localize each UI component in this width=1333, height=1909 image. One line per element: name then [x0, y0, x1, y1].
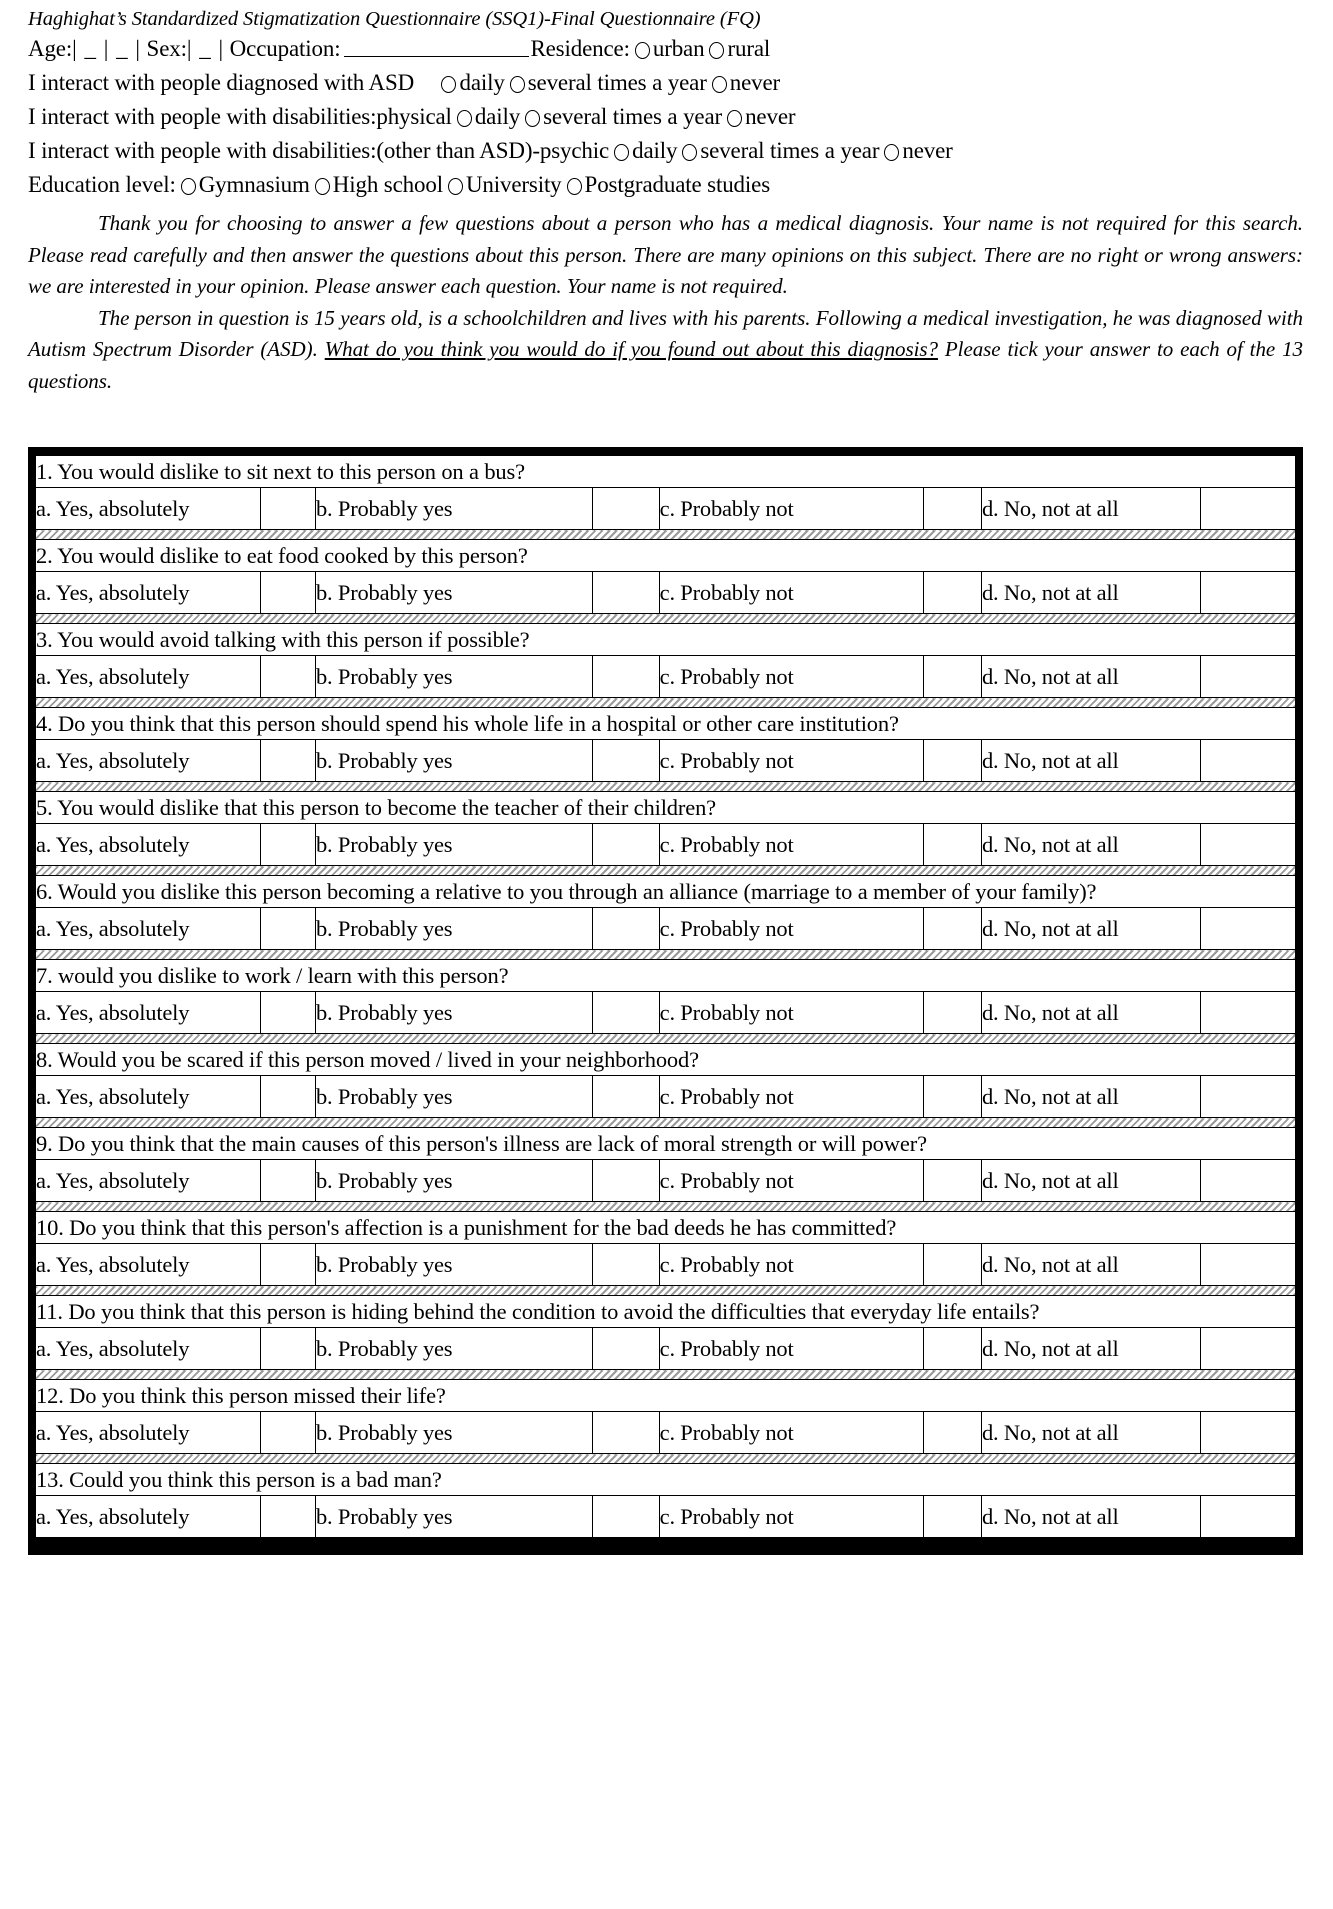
interaction-option-psychic-never: never [902, 138, 953, 163]
interaction-row-asd [28, 66, 1303, 100]
answer-row [36, 1496, 1295, 1538]
question-separator-cell [36, 950, 1295, 960]
intro-paragraph-2-before: The person in question is 15 years old, is a schoolchildren and lives with his parents. Following a medical investigation, he was diagnosed with Autism Spectrum Disorder (ASD). [28, 305, 1303, 361]
tick-box-b[interactable] [592, 908, 659, 950]
interaction-prompt-physical: I interact with people with disabilities:physical [28, 104, 452, 129]
tick-box-b[interactable] [592, 1328, 659, 1370]
answer-row [36, 740, 1295, 782]
answer-row [36, 1244, 1295, 1286]
tick-box-c[interactable] [924, 572, 982, 614]
answer-label-d: d. No, not at all [981, 1496, 1200, 1538]
interaction-option-physical-daily: daily [474, 104, 521, 129]
tick-box-b[interactable] [592, 824, 659, 866]
question-separator [36, 698, 1295, 708]
radio-psychic-never[interactable] [884, 144, 899, 161]
question-separator [36, 1370, 1295, 1380]
interaction-option-psychic-daily: daily [632, 138, 678, 163]
answer-label-a: a. Yes, absolutely [36, 1076, 260, 1118]
radio-physical-daily[interactable] [457, 110, 472, 127]
tick-box-a[interactable] [260, 1160, 315, 1202]
tick-box-b[interactable] [592, 1076, 659, 1118]
tick-box-d[interactable] [1201, 1328, 1295, 1370]
answer-label-c: c. Probably not [659, 656, 923, 698]
answer-label-c: c. Probably not [659, 1328, 923, 1370]
answer-row [36, 656, 1295, 698]
question-separator [36, 614, 1295, 624]
tick-box-c[interactable] [924, 1076, 982, 1118]
question-text: 10. Do you think that this person's affection is a punishment for the bad deeds he has committed? [36, 1212, 1295, 1244]
questionnaire-table-frame [28, 447, 1303, 1555]
radio-physical-never[interactable] [727, 110, 742, 127]
question-separator [36, 950, 1295, 960]
answer-label-d: d. No, not at all [981, 1328, 1200, 1370]
interaction-prompt-psychic: I interact with people with disabilities:(other than ASD)-psychic [28, 138, 610, 163]
question-row [36, 708, 1295, 740]
question-text: 1. You would dislike to sit next to this person on a bus? [36, 456, 1295, 488]
interaction-option-asd-never: never [729, 70, 781, 95]
tick-box-c[interactable] [924, 992, 982, 1034]
tick-box-d[interactable] [1201, 1076, 1295, 1118]
residence-option-rural: rural [727, 36, 771, 61]
radio-asd-never[interactable] [712, 76, 727, 93]
radio-psychic-daily[interactable] [614, 144, 629, 161]
tick-box-a[interactable] [260, 824, 315, 866]
residence-option-urban: urban [652, 36, 705, 61]
tick-box-b[interactable] [592, 1244, 659, 1286]
question-row [36, 540, 1295, 572]
question-separator-cell [36, 1286, 1295, 1296]
answer-label-d: d. No, not at all [981, 908, 1200, 950]
question-text: 5. You would dislike that this person to become the teacher of their children? [36, 792, 1295, 824]
tick-box-c[interactable] [924, 908, 982, 950]
question-row [36, 1380, 1295, 1412]
answer-label-d: d. No, not at all [981, 740, 1200, 782]
age-label: Age: [28, 36, 73, 61]
education-option-postgraduate: Postgraduate studies [584, 172, 770, 197]
intro-paragraph-1: Thank you for choosing to answer a few questions about a person who has a medical diagnosis. Your name is not required for this search. Please read carefully and then answer the questions about this person. There are many opinions on this subject. There are no right or wrong answers: we are interested in your opinion. Please answer each question. Your name is not required. [28, 211, 1303, 298]
question-separator-cell [36, 698, 1295, 708]
radio-asd-daily[interactable] [441, 76, 456, 93]
answer-label-a: a. Yes, absolutely [36, 740, 260, 782]
answer-label-b: b. Probably yes [315, 908, 592, 950]
tick-box-a[interactable] [260, 1412, 315, 1454]
question-row [36, 960, 1295, 992]
question-separator [36, 866, 1295, 876]
answer-label-b: b. Probably yes [315, 1160, 592, 1202]
answer-row [36, 908, 1295, 950]
answer-row [36, 1076, 1295, 1118]
answer-label-c: c. Probably not [659, 992, 923, 1034]
tick-box-d[interactable] [1201, 1412, 1295, 1454]
occupation-input[interactable] [344, 35, 529, 57]
answer-label-d: d. No, not at all [981, 656, 1200, 698]
answer-label-b: b. Probably yes [315, 572, 592, 614]
interaction-option-physical-never: never [745, 104, 796, 129]
question-row [36, 1044, 1295, 1076]
question-row [36, 1128, 1295, 1160]
age-boxes[interactable]: | _ | _ | [72, 36, 141, 61]
radio-asd-several[interactable] [510, 76, 525, 93]
interaction-prompt-asd: I interact with people diagnosed with ASD [28, 70, 415, 95]
question-separator-cell [36, 1202, 1295, 1212]
tick-box-a[interactable] [260, 1496, 315, 1538]
tick-box-d[interactable] [1201, 1160, 1295, 1202]
tick-box-a[interactable] [260, 1328, 315, 1370]
question-separator-cell [36, 1454, 1295, 1464]
tick-box-d[interactable] [1201, 992, 1295, 1034]
sex-label: Sex: [146, 36, 187, 61]
radio-residence-rural[interactable] [709, 42, 724, 59]
answer-label-c: c. Probably not [659, 740, 923, 782]
answer-label-d: d. No, not at all [981, 1244, 1200, 1286]
answer-label-b: b. Probably yes [315, 1076, 592, 1118]
tick-box-b[interactable] [592, 572, 659, 614]
tick-box-c[interactable] [924, 740, 982, 782]
education-option-gymnasium: Gymnasium [198, 172, 310, 197]
answer-label-a: a. Yes, absolutely [36, 572, 260, 614]
question-text: 8. Would you be scared if this person moved / lived in your neighborhood? [36, 1044, 1295, 1076]
education-row [28, 168, 1303, 202]
question-row [36, 792, 1295, 824]
answer-label-b: b. Probably yes [315, 1412, 592, 1454]
education-label: Education level: [28, 172, 176, 197]
question-text: 7. would you dislike to work / learn with this person? [36, 960, 1295, 992]
tick-box-a[interactable] [260, 1076, 315, 1118]
tick-box-a[interactable] [260, 992, 315, 1034]
tick-box-c[interactable] [924, 1496, 982, 1538]
answer-label-a: a. Yes, absolutely [36, 1328, 260, 1370]
radio-education-university[interactable] [448, 178, 463, 195]
question-separator [36, 782, 1295, 792]
tick-box-a[interactable] [260, 656, 315, 698]
answer-label-c: c. Probably not [659, 1496, 923, 1538]
tick-box-b[interactable] [592, 1496, 659, 1538]
occupation-label: Occupation: [229, 36, 341, 61]
answer-label-c: c. Probably not [659, 824, 923, 866]
answer-label-b: b. Probably yes [315, 1496, 592, 1538]
tick-box-b[interactable] [592, 992, 659, 1034]
question-row [36, 876, 1295, 908]
answer-label-d: d. No, not at all [981, 1076, 1200, 1118]
tick-box-d[interactable] [1201, 1496, 1295, 1538]
answer-label-a: a. Yes, absolutely [36, 1160, 260, 1202]
tick-box-d[interactable] [1201, 656, 1295, 698]
interaction-option-asd-several: several times a year [527, 70, 707, 95]
question-separator [36, 1286, 1295, 1296]
question-row [36, 1464, 1295, 1496]
tick-box-a[interactable] [260, 740, 315, 782]
answer-label-d: d. No, not at all [981, 1412, 1200, 1454]
sex-boxes[interactable]: | _ | [186, 36, 225, 61]
radio-residence-urban[interactable] [635, 42, 650, 59]
demographics-line [28, 32, 1303, 66]
answer-label-b: b. Probably yes [315, 992, 592, 1034]
answer-row [36, 1328, 1295, 1370]
answer-label-c: c. Probably not [659, 908, 923, 950]
answer-label-b: b. Probably yes [315, 1244, 592, 1286]
tick-box-c[interactable] [924, 1412, 982, 1454]
tick-box-d[interactable] [1201, 908, 1295, 950]
education-option-highschool: High school [332, 172, 443, 197]
question-separator-cell [36, 614, 1295, 624]
answer-row [36, 1412, 1295, 1454]
tick-box-d[interactable] [1201, 740, 1295, 782]
tick-box-c[interactable] [924, 1160, 982, 1202]
question-text: 9. Do you think that the main causes of this person's illness are lack of moral strength or will power? [36, 1128, 1295, 1160]
question-text: 11. Do you think that this person is hiding behind the condition to avoid the difficulties that everyday life entails? [36, 1296, 1295, 1328]
questionnaire-table-inner [35, 454, 1296, 1548]
answer-label-c: c. Probably not [659, 572, 923, 614]
tick-box-b[interactable] [592, 1160, 659, 1202]
answer-label-b: b. Probably yes [315, 656, 592, 698]
answer-label-b: b. Probably yes [315, 824, 592, 866]
interaction-row-physical [28, 100, 1303, 134]
answer-label-d: d. No, not at all [981, 1160, 1200, 1202]
answer-label-a: a. Yes, absolutely [36, 656, 260, 698]
interaction-option-physical-several: several times a year [543, 104, 723, 129]
question-separator-cell [36, 782, 1295, 792]
tick-box-a[interactable] [260, 488, 315, 530]
answer-label-a: a. Yes, absolutely [36, 1496, 260, 1538]
answer-label-a: a. Yes, absolutely [36, 908, 260, 950]
question-row [36, 456, 1295, 488]
question-separator-cell [36, 530, 1295, 540]
question-separator [36, 1454, 1295, 1464]
tick-box-b[interactable] [592, 1412, 659, 1454]
tick-box-c[interactable] [924, 824, 982, 866]
question-separator [36, 530, 1295, 540]
education-option-university: University [465, 172, 562, 197]
answer-label-a: a. Yes, absolutely [36, 1244, 260, 1286]
radio-education-postgraduate[interactable] [567, 178, 582, 195]
question-row [36, 1296, 1295, 1328]
tick-box-c[interactable] [924, 1328, 982, 1370]
question-separator-cell [36, 1034, 1295, 1044]
answer-label-a: a. Yes, absolutely [36, 992, 260, 1034]
interaction-option-asd-daily: daily [459, 70, 505, 95]
answer-row [36, 992, 1295, 1034]
tick-box-b[interactable] [592, 740, 659, 782]
table-bottom-bar [36, 1538, 1295, 1548]
question-text: 2. You would dislike to eat food cooked by this person? [36, 540, 1295, 572]
residence-label: Residence: [530, 36, 630, 61]
answer-label-c: c. Probably not [659, 1244, 923, 1286]
question-text: 12. Do you think this person missed their life? [36, 1380, 1295, 1412]
answer-label-c: c. Probably not [659, 1160, 923, 1202]
answer-label-a: a. Yes, absolutely [36, 1412, 260, 1454]
question-text: 13. Could you think this person is a bad man? [36, 1464, 1295, 1496]
interaction-option-psychic-several: several times a year [700, 138, 880, 163]
answer-label-a: a. Yes, absolutely [36, 824, 260, 866]
tick-box-b[interactable] [592, 656, 659, 698]
tick-box-a[interactable] [260, 1244, 315, 1286]
question-separator [36, 1202, 1295, 1212]
question-text: 4. Do you think that this person should spend his whole life in a hospital or other care institution? [36, 708, 1295, 740]
intro-paragraph-2-underlined: What do you think you would do if you found out about this diagnosis? [324, 337, 938, 361]
answer-label-b: b. Probably yes [315, 740, 592, 782]
answer-row [36, 1160, 1295, 1202]
interaction-row-psychic [28, 134, 1303, 168]
question-separator [36, 1034, 1295, 1044]
question-text: 3. You would avoid talking with this person if possible? [36, 624, 1295, 656]
tick-box-d[interactable] [1201, 488, 1295, 530]
radio-education-gymnasium[interactable] [181, 178, 196, 195]
tick-box-c[interactable] [924, 1244, 982, 1286]
intro-paragraph-2-after: Please tick your answer to each of the 13 questions. [28, 337, 1303, 393]
answer-label-c: c. Probably not [659, 488, 923, 530]
tick-box-d[interactable] [1201, 572, 1295, 614]
radio-physical-several[interactable] [525, 110, 540, 127]
answer-label-d: d. No, not at all [981, 824, 1200, 866]
table-bottom-bar-cell [36, 1538, 1295, 1548]
answer-label-d: d. No, not at all [981, 488, 1200, 530]
question-row [36, 1212, 1295, 1244]
answer-label-d: d. No, not at all [981, 572, 1200, 614]
radio-psychic-several[interactable] [682, 144, 697, 161]
answer-label-d: d. No, not at all [981, 992, 1200, 1034]
intro-paragraph-2 [28, 303, 1303, 398]
question-separator-cell [36, 1118, 1295, 1128]
tick-box-a[interactable] [260, 908, 315, 950]
question-separator-cell [36, 1370, 1295, 1380]
answer-label-b: b. Probably yes [315, 1328, 592, 1370]
tick-box-b[interactable] [592, 488, 659, 530]
tick-box-c[interactable] [924, 488, 982, 530]
question-separator [36, 1118, 1295, 1128]
document-title: Haghighat’s Standardized Stigmatization Questionnaire (SSQ1)-Final Questionnaire (FQ) [28, 8, 761, 30]
tick-box-a[interactable] [260, 572, 315, 614]
tick-box-d[interactable] [1201, 1244, 1295, 1286]
questionnaire-table [36, 455, 1295, 1547]
answer-row [36, 488, 1295, 530]
question-separator-cell [36, 866, 1295, 876]
answer-row [36, 824, 1295, 866]
answer-label-a: a. Yes, absolutely [36, 488, 260, 530]
question-row [36, 624, 1295, 656]
answer-label-c: c. Probably not [659, 1076, 923, 1118]
question-text: 6. Would you dislike this person becoming a relative to you through an alliance (marriage to a member of your family)? [36, 876, 1295, 908]
tick-box-d[interactable] [1201, 824, 1295, 866]
tick-box-c[interactable] [924, 656, 982, 698]
answer-row [36, 572, 1295, 614]
radio-education-highschool[interactable] [315, 178, 330, 195]
answer-label-b: b. Probably yes [315, 488, 592, 530]
answer-label-c: c. Probably not [659, 1412, 923, 1454]
